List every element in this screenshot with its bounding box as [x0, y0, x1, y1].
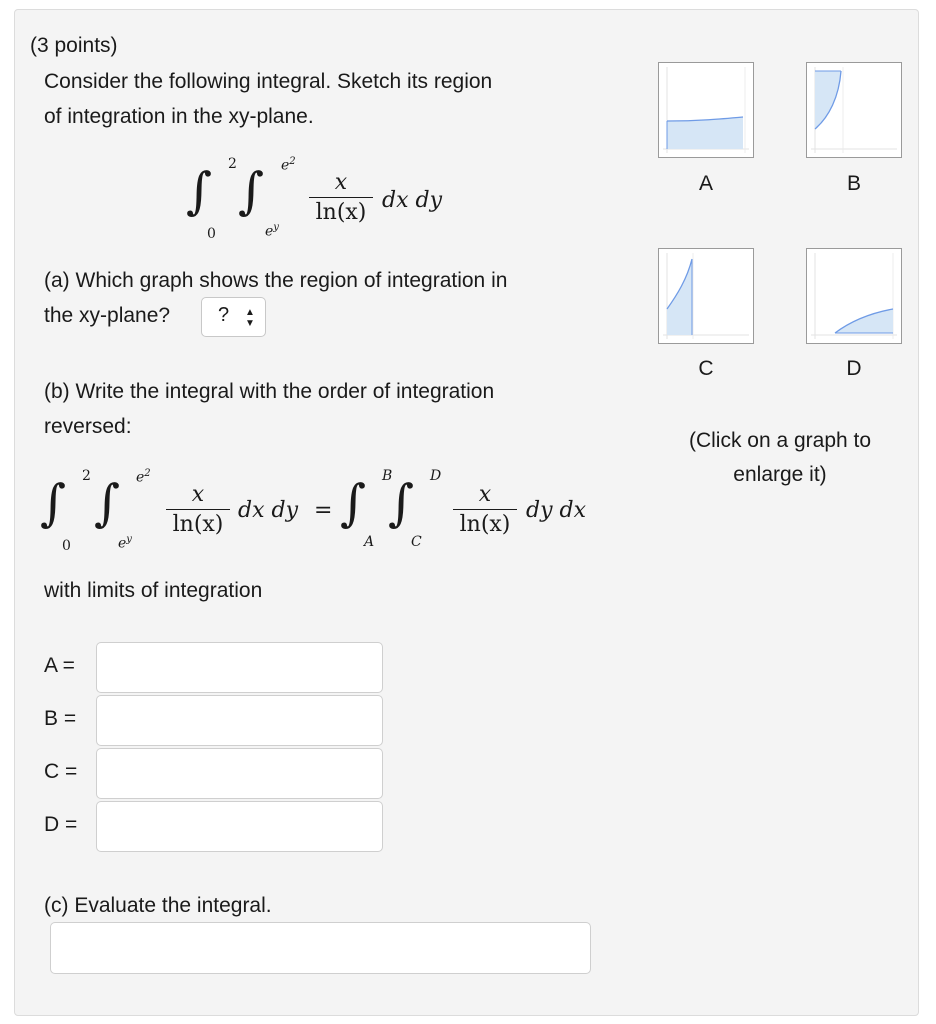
rhs-inner-upper: D — [430, 468, 442, 484]
part-a-line-1: (a) Which graph shows the region of integration in — [44, 269, 508, 292]
select-arrows-icon: ▲ ▼ — [245, 307, 255, 329]
limit-input-a[interactable] — [96, 642, 383, 693]
select-value: ? — [218, 304, 230, 326]
rhs-inner-integral-sign: ∫ — [388, 474, 415, 532]
graph-hint-line-2: enlarge it) — [733, 463, 827, 486]
lhs-inner-lower: $e^y$ — [118, 534, 132, 552]
graph-d-label: D — [846, 357, 862, 380]
graph-answer-select[interactable] — [201, 297, 266, 337]
graph-a-label: A — [698, 172, 713, 195]
part-c-text: (c) Evaluate the integral. — [44, 894, 272, 917]
outer-integral-sign: ∫ — [186, 162, 213, 220]
limit-label-a: A = — [44, 654, 75, 677]
equals-sign: = — [314, 498, 333, 523]
limit-input-c[interactable] — [96, 748, 383, 799]
differentials: dx dy — [382, 188, 442, 213]
rhs-differentials: dy dx — [526, 498, 586, 523]
lhs-inner-integral-sign: ∫ — [94, 474, 121, 532]
intro-line-1: Consider the following integral. Sketch its region — [44, 70, 493, 93]
graph-d-thumbnail[interactable] — [806, 248, 902, 344]
graph-b-label: B — [846, 172, 861, 195]
rhs-outer-integral-sign: ∫ — [340, 474, 367, 532]
outer-upper-limit: 2 — [228, 156, 237, 172]
part-b-line-2: reversed: — [44, 415, 132, 438]
lhs-integrand: x ln(x) — [166, 482, 230, 537]
inner-upper-limit: $e^2$ — [281, 156, 296, 174]
part-a-line-2: the xy-plane? — [44, 304, 171, 327]
lhs-inner-upper: $e^2$ — [136, 468, 151, 486]
limits-text: with limits of integration — [44, 579, 263, 602]
limit-label-b: B = — [44, 707, 77, 730]
points-label: (3 points) — [30, 34, 118, 57]
rhs-integrand: x ln(x) — [453, 482, 517, 537]
integrand-fraction — [309, 170, 373, 225]
limit-label-c: C = — [44, 760, 78, 783]
limit-input-b[interactable] — [96, 695, 383, 746]
rhs-outer-lower: A — [364, 534, 375, 550]
lhs-differentials: dx dy — [238, 498, 298, 523]
part-b-line-1: (b) Write the integral with the order of integration — [44, 380, 495, 403]
intro-line-2: of integration in the xy-plane. — [44, 105, 314, 128]
lhs-outer-upper: 2 — [82, 468, 91, 484]
graph-c-thumbnail[interactable] — [658, 248, 754, 344]
inner-integral-sign: ∫ — [238, 162, 265, 220]
limit-label-d: D = — [44, 813, 78, 836]
rhs-inner-lower: C — [411, 534, 422, 550]
evaluate-input[interactable] — [50, 922, 591, 974]
graph-hint-line-1: (Click on a graph to — [688, 429, 872, 452]
integrand-denominator: ln(x) — [315, 200, 367, 225]
inner-lower-limit: $e^y$ — [265, 222, 279, 240]
lhs-outer-lower: 0 — [62, 538, 71, 554]
graph-c-label: C — [698, 357, 714, 380]
graph-b-thumbnail[interactable] — [806, 62, 902, 158]
outer-lower-limit: 0 — [207, 226, 216, 242]
lhs-outer-integral-sign: ∫ — [40, 474, 67, 532]
limit-input-d[interactable] — [96, 801, 383, 852]
integrand-numerator: x — [334, 170, 348, 195]
graph-a-thumbnail[interactable] — [658, 62, 754, 158]
rhs-outer-upper: B — [382, 468, 393, 484]
